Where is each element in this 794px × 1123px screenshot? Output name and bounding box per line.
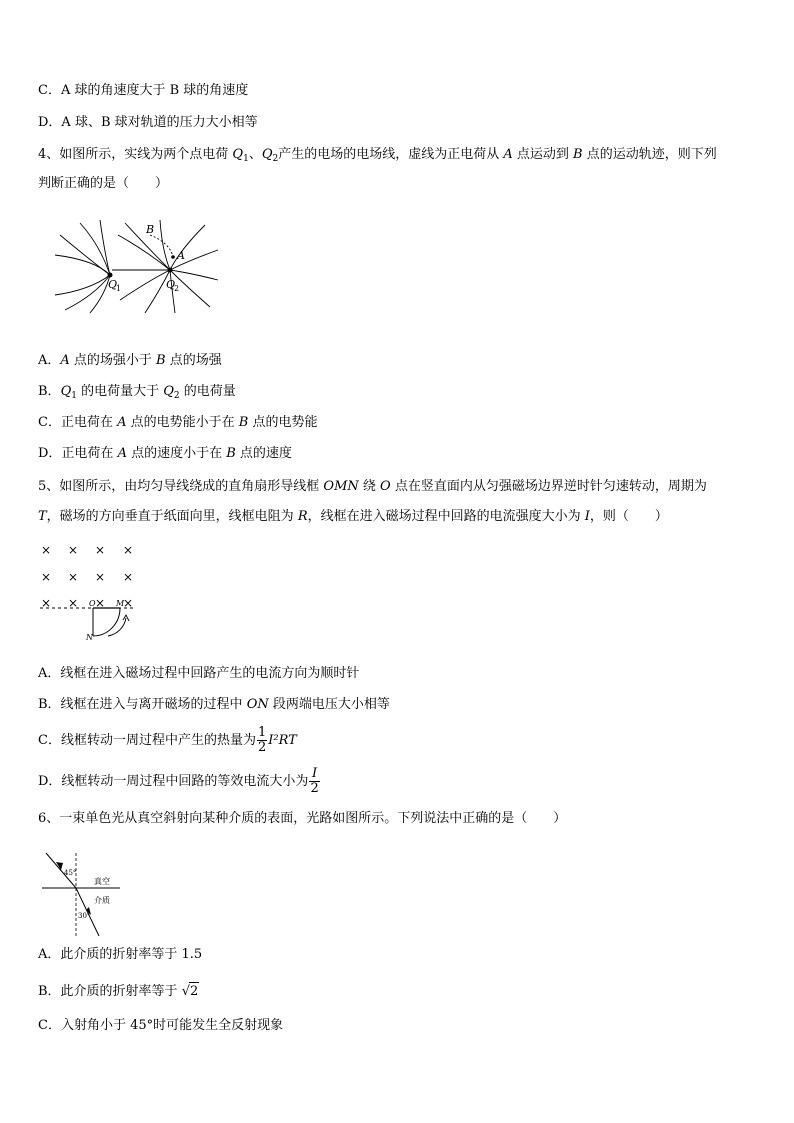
q3-option-d: D．A 球、B 球对轨道的压力大小相等: [38, 115, 258, 130]
field-cross: ×: [67, 543, 79, 557]
fraction: $\frac{I}{2}$: [310, 766, 319, 796]
q6-option-c: C．入射角小于 45°时可能发生全反射现象: [38, 1018, 284, 1033]
field-cross: ×: [122, 570, 134, 584]
q2-point: [168, 268, 173, 273]
field-cross: ×: [40, 543, 52, 557]
vacuum-label: 真空: [94, 877, 110, 886]
a-point: [171, 255, 175, 259]
fraction: $\frac{1}{2}$: [257, 725, 267, 755]
a-label: A: [177, 249, 185, 262]
field-cross: ×: [67, 570, 79, 584]
n-label: N: [86, 633, 93, 642]
q4-option-b: B．$Q_1$ 的电荷量大于 $Q_2$ 的电荷量: [38, 384, 236, 401]
angle-30-label: 30°: [78, 912, 91, 920]
field-cross: ×: [94, 543, 106, 557]
q4-option-a: A．A 点的场强小于 B 点的场强: [38, 353, 222, 368]
field-cross: ×: [94, 570, 106, 584]
frame-arc: [93, 608, 120, 636]
q1-label: Q: [108, 278, 118, 291]
field-cross: ×: [40, 596, 52, 610]
q5-option-b: B．线框在进入与离开磁场的过程中 ON 段两端电压大小相等: [38, 697, 390, 712]
q4-electric-field-figure: [50, 215, 220, 315]
b-label: B: [146, 223, 155, 236]
q5-option-a: A．线框在进入磁场过程中回路产生的电流方向为顺时针: [38, 666, 360, 681]
field-cross: ×: [67, 596, 79, 610]
q5-option-d: D．线框转动一周过程中回路的等效电流大小为 $\frac{I}{2}$: [38, 766, 319, 796]
q1-sub: 1: [116, 284, 122, 293]
q6-refraction-figure: [42, 848, 122, 940]
q4-option-c: C．正电荷在 A 点的电势能小于在 B 点的电势能: [38, 415, 318, 430]
q4-stem-line2: 判断正确的是（ ）: [38, 176, 169, 191]
q6-stem: 6、一束单色光从真空斜射向某种介质的表面，光路如图所示。下列说法中正确的是（ ）: [38, 811, 567, 826]
q5-stem-line1: 5、如图所示，由均匀导线绕成的直角扇形导线框 OMN 绕 O 点在竖直面内从匀强磁场边界逆时针匀速转动，周期为: [38, 479, 707, 494]
q4-option-d: D．正电荷在 A 点的速度小于在 B 点的速度: [38, 446, 292, 461]
field-cross: ×: [94, 596, 106, 610]
q4-stem-line1: 4、如图所示，实线为两个点电荷 $Q_1$、$Q_2$产生的电场的电场线，虚线为正电荷从 A 点运动到 B 点的运动轨迹，则下列: [38, 147, 717, 164]
q1-point: [108, 273, 113, 278]
q2-label: Q: [166, 278, 176, 291]
q5-option-c: C．线框转动一周过程中产生的热量为 $\frac{1}{2}$ I²RT: [38, 725, 297, 755]
medium-label: 介质: [94, 896, 110, 905]
m-label: M: [116, 599, 125, 608]
field-cross: ×: [122, 543, 134, 557]
field-cross: ×: [122, 596, 134, 610]
q2-sub: 2: [174, 284, 180, 293]
o-label: O: [89, 599, 96, 608]
angle-45-label: 45°: [64, 869, 77, 877]
q6-option-b: B．此介质的折射率等于 √2: [38, 984, 199, 999]
q6-option-a: A．此介质的折射率等于 1.5: [38, 947, 203, 962]
field-cross: ×: [40, 570, 52, 584]
sqrt-symbol: √: [181, 984, 190, 999]
q5-stem-line2: T，磁场的方向垂直于纸面向里，线框电阻为 R，线框在进入磁场过程中回路的电流强度大小为 I，则（ ）: [38, 509, 668, 524]
q3-option-c: C．A 球的角速度大于 B 球的角速度: [38, 83, 249, 98]
q5-magnetic-field-figure: [38, 540, 148, 645]
